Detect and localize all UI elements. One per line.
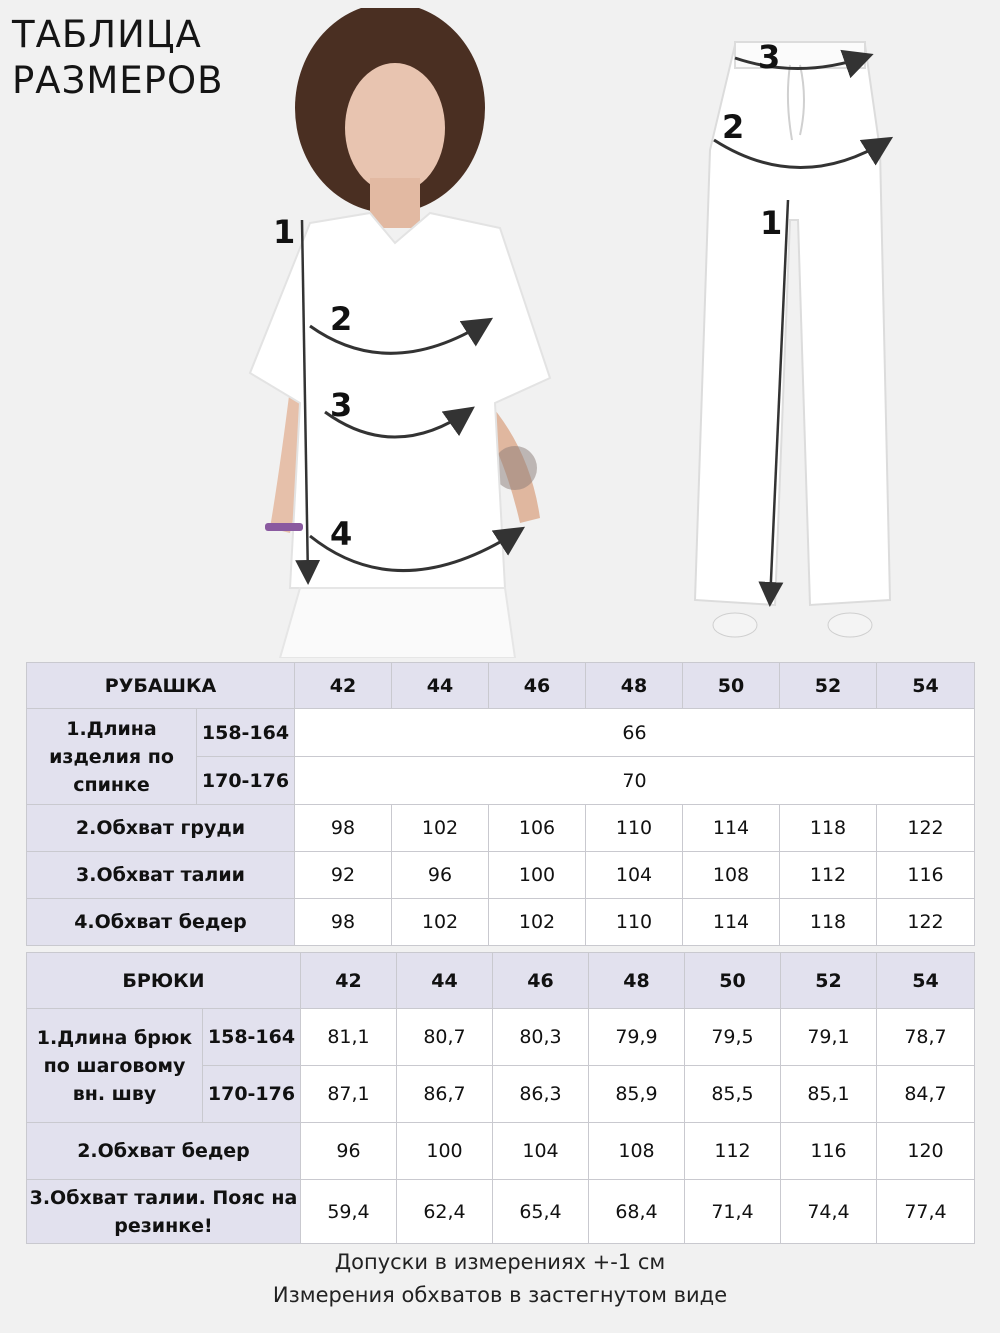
table-row [27, 1180, 975, 1244]
table-row [27, 709, 975, 757]
row-label: 2.Обхват бедер [27, 1123, 301, 1180]
table-cell: 79,5 [685, 1009, 781, 1066]
table-cell: 74,4 [781, 1180, 877, 1244]
pants-marker-3: 3 [758, 38, 781, 76]
table-cell: 108 [589, 1123, 685, 1180]
table-cell: 112 [685, 1123, 781, 1180]
pants-model-photo [680, 20, 910, 650]
table-cell: 85,1 [781, 1066, 877, 1123]
tolerance-note: Допуски в измерениях +-1 см [334, 1250, 666, 1274]
table-cell: 81,1 [301, 1009, 397, 1066]
size-header: 50 [683, 663, 780, 709]
table-cell: 120 [877, 1123, 975, 1180]
size-header: 50 [685, 953, 781, 1009]
table-cell: 84,7 [877, 1066, 975, 1123]
table-cell: 85,5 [685, 1066, 781, 1123]
table-row [27, 1123, 975, 1180]
size-header: 52 [780, 663, 877, 709]
table-cell: 66 [295, 709, 975, 757]
height-range: 170-176 [203, 1066, 301, 1123]
table-cell: 102 [392, 805, 489, 852]
size-header: 48 [589, 953, 685, 1009]
shirt-model-photo [230, 8, 570, 658]
height-range: 158-164 [203, 1009, 301, 1066]
height-range: 158-164 [197, 709, 295, 757]
table-cell: 71,4 [685, 1180, 781, 1244]
table-cell: 114 [683, 899, 780, 946]
table-cell: 116 [781, 1123, 877, 1180]
shirt-length-label: 1.Длина изделия по спинке [27, 709, 197, 805]
table-cell: 70 [295, 757, 975, 805]
table-cell: 100 [397, 1123, 493, 1180]
row-label: 3.Обхват талии [27, 852, 295, 899]
table-cell: 102 [489, 899, 586, 946]
size-header: 54 [877, 953, 975, 1009]
table-cell: 87,1 [301, 1066, 397, 1123]
table-row [27, 852, 975, 899]
pants-size-table [26, 952, 975, 1244]
table-cell: 59,4 [301, 1180, 397, 1244]
table-row [27, 805, 975, 852]
table-cell: 118 [780, 805, 877, 852]
pants-table-title: БРЮКИ [27, 953, 301, 1009]
pants-length-label: 1.Длина брюк по шаговому вн. шву [27, 1009, 203, 1123]
shirt-marker-4: 4 [330, 515, 353, 553]
page-title [12, 12, 223, 104]
size-header: 52 [781, 953, 877, 1009]
table-cell: 80,7 [397, 1009, 493, 1066]
table-cell: 104 [586, 852, 683, 899]
table-cell: 104 [493, 1123, 589, 1180]
table-cell: 118 [780, 899, 877, 946]
measurement-note: Измерения обхватов в застегнутом виде [272, 1283, 728, 1307]
shirt-marker-3: 3 [330, 386, 353, 424]
table-cell: 86,3 [493, 1066, 589, 1123]
table-cell: 116 [877, 852, 975, 899]
size-header: 44 [397, 953, 493, 1009]
shirt-table-title: РУБАШКА [27, 663, 295, 709]
table-cell: 62,4 [397, 1180, 493, 1244]
pants-marker-1: 1 [760, 204, 783, 242]
table-cell: 102 [392, 899, 489, 946]
table-cell: 110 [586, 805, 683, 852]
table-row [27, 1009, 975, 1066]
table-cell: 96 [301, 1123, 397, 1180]
table-cell: 86,7 [397, 1066, 493, 1123]
table-cell: 96 [392, 852, 489, 899]
height-range: 170-176 [197, 757, 295, 805]
shirt-size-table [26, 662, 975, 946]
row-label: 3.Обхват талии. Пояс на резинке! [27, 1180, 301, 1244]
table-cell: 79,1 [781, 1009, 877, 1066]
table-cell: 92 [295, 852, 392, 899]
size-header: 46 [493, 953, 589, 1009]
row-label: 4.Обхват бедер [27, 899, 295, 946]
table-cell: 110 [586, 899, 683, 946]
table-row [27, 899, 975, 946]
shirt-header-row [27, 663, 975, 709]
table-cell: 78,7 [877, 1009, 975, 1066]
title-line-1: ТАБЛИЦА [12, 13, 202, 56]
size-header: 54 [877, 663, 975, 709]
size-header: 42 [301, 953, 397, 1009]
size-header: 46 [489, 663, 586, 709]
row-label: 2.Обхват груди [27, 805, 295, 852]
table-cell: 108 [683, 852, 780, 899]
title-line-2: РАЗМЕРОВ [12, 59, 224, 102]
table-cell: 77,4 [877, 1180, 975, 1244]
table-cell: 98 [295, 805, 392, 852]
table-cell: 100 [489, 852, 586, 899]
table-cell: 122 [877, 899, 975, 946]
pants-marker-2: 2 [722, 108, 745, 146]
table-cell: 106 [489, 805, 586, 852]
size-header: 42 [295, 663, 392, 709]
table-cell: 114 [683, 805, 780, 852]
table-cell: 80,3 [493, 1009, 589, 1066]
size-header: 48 [586, 663, 683, 709]
table-cell: 122 [877, 805, 975, 852]
table-cell: 65,4 [493, 1180, 589, 1244]
table-cell: 112 [780, 852, 877, 899]
shirt-marker-1: 1 [273, 213, 296, 251]
pants-header-row [27, 953, 975, 1009]
shirt-marker-2: 2 [330, 300, 353, 338]
table-cell: 98 [295, 899, 392, 946]
table-cell: 85,9 [589, 1066, 685, 1123]
table-cell: 79,9 [589, 1009, 685, 1066]
size-header: 44 [392, 663, 489, 709]
table-cell: 68,4 [589, 1180, 685, 1244]
